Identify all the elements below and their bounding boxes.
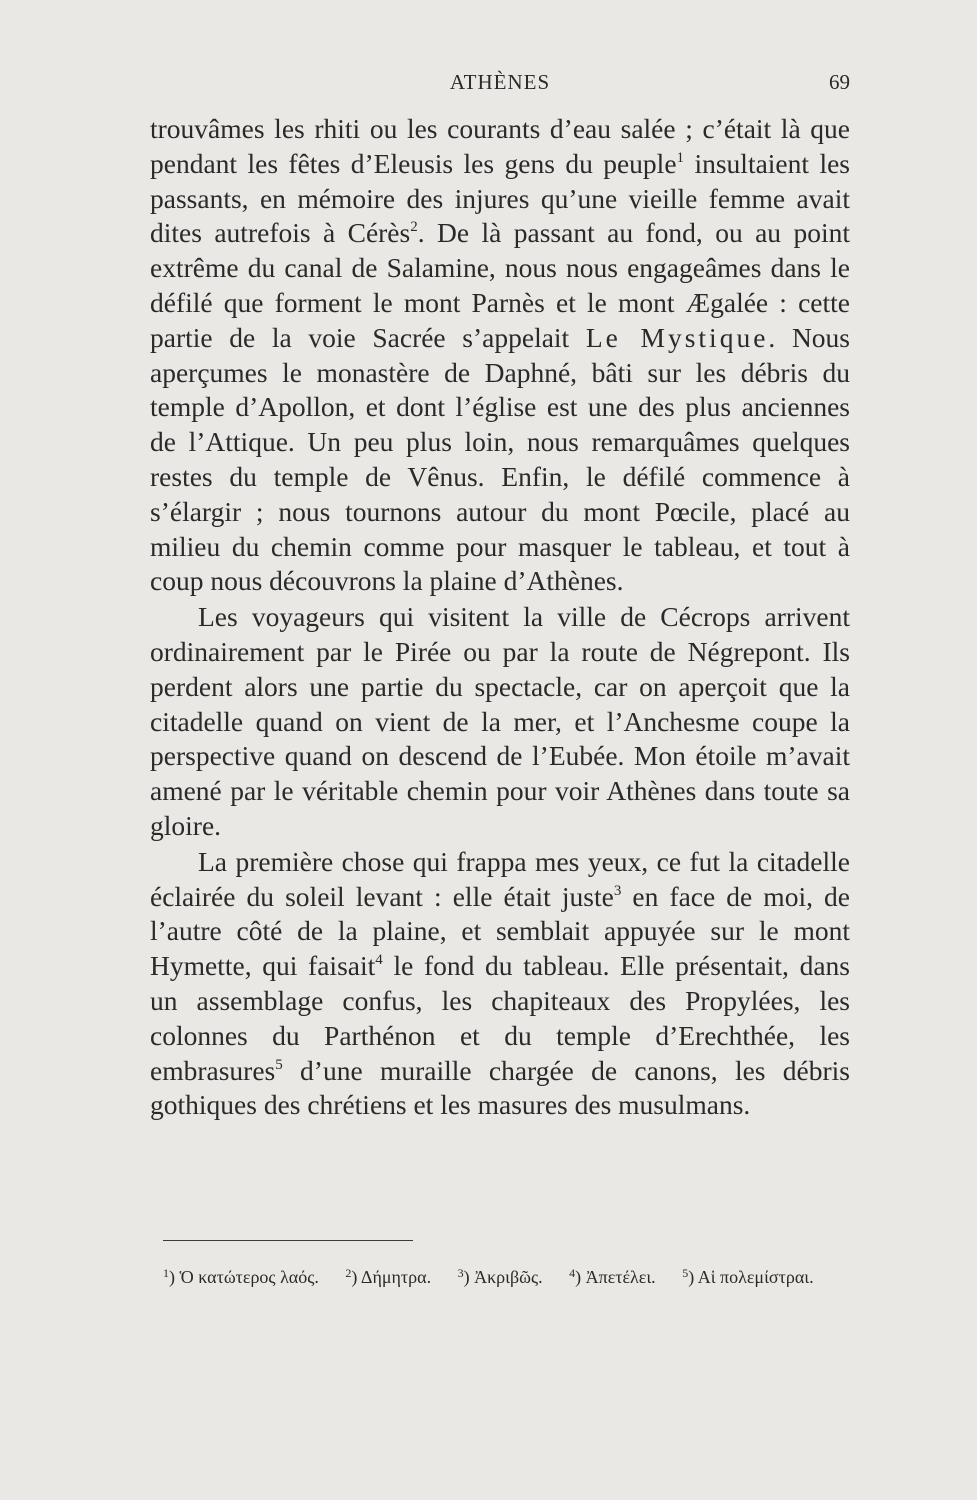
footnote-ref-5: 5 — [275, 1056, 283, 1073]
footnote-2: $^2$) Δήμητρα. — [345, 1266, 432, 1287]
paragraph-3-text-b: en face de moi, de l’autre côté de la plaine, et semblait appuyée sur le mont Hymette, qui faisait — [150, 880, 850, 982]
paragraph-3-text-a: La première chose qui frappa mes yeux, ce fut la citadelle éclairée du soleil levant : elle était juste — [150, 845, 850, 912]
body-text — [150, 112, 850, 1123]
footnote-1-number: 1 — [163, 1266, 169, 1280]
footnote-4-text: Ἀπετέλει. — [585, 1267, 656, 1287]
footnote-5-number: 5 — [682, 1266, 689, 1280]
footnotes — [163, 1262, 853, 1292]
footnote-3-text: Ἀκριβῶς. — [474, 1267, 543, 1287]
footnote-5-text: Αἱ πολεμίστραι. — [697, 1267, 814, 1287]
footnote-ref-2: 2 — [410, 219, 418, 236]
spaced-term: Le Mystique — [585, 321, 769, 353]
paragraph-1 — [150, 112, 850, 599]
footnote-4: $^4$) Ἀπετέλει. — [569, 1266, 656, 1287]
footnote-3-number: 3 — [457, 1266, 464, 1280]
paragraph-3 — [150, 845, 850, 1123]
footnote-1: $^1$) Ὁ κατώτερος λαός. — [163, 1266, 319, 1287]
running-head-title: ATHÈNES — [449, 70, 551, 94]
running-head — [150, 70, 850, 100]
page-number: 69 — [829, 70, 850, 94]
footnote-divider — [163, 1240, 413, 1241]
footnote-2-number: 2 — [345, 1266, 352, 1280]
paragraph-3-text-c: le fond du tableau. Elle présentait, dans un assemblage confus, les chapiteaux des Propylées, les colonnes du Parthénon et du temple d’Erechthée, les embrasures — [150, 950, 850, 1086]
footnote-4-number: 4 — [569, 1266, 576, 1280]
footnote-3: $^3$) Ἀκριβῶς. — [457, 1266, 543, 1287]
footnote-ref-4: 4 — [375, 952, 383, 969]
paragraph-1-text-c: . De là passant au fond, ou au point extrême du canal de Salamine, nous nous engageâmes dans le défilé que forment le mont Parnès et le mont Ægalée : cette partie de la voie Sacrée s’appelait — [150, 217, 851, 353]
paragraph-1-text-d: . Nous aperçumes le monastère de Daphné, bâti sur les débris du temple d’Apollon, et dont l’église est une des plus anciennes de l’Attique. Un peu plus loin, nous remarquâmes quelques restes du temple de Vênus. Enfin, le défilé commence à s’élargir ; nous tournons autour du mont Pœcile, placé au milieu du chemin comme pour masquer le tableau, et tout à coup nous découvrons la plaine d’Athènes. — [150, 321, 851, 597]
footnote-ref-1: 1 — [676, 149, 685, 166]
paragraph-3-text-d: d’une muraille chargée de canons, les débris gothiques des chrétiens et les masures des musulmans. — [150, 1054, 850, 1121]
paragraph-2: Les voyageurs qui visitent la ville de Cécrops arrivent ordinairement par le Pirée ou par la route de Négrepont. Ils perdent alors une partie du spectacle, car on aperçoit que la citadelle quand on vient de la mer, et l’Anchesme coupe la perspective quand on descend de l’Eubée. Mon étoile m’avait amené par le véritable chemin pour voir Athènes dans toute sa gloire. — [150, 601, 850, 841]
paragraph-1-text-a: trouvâmes les rhiti ou les courants d’eau salée ; c’était là que pendant les fêtes d’Eleusis les gens du peuple — [150, 113, 850, 179]
footnote-1-text: Ὁ κατώτερος λαός. — [179, 1267, 319, 1287]
footnote-5: $^5$) Αἱ πολεμίστραι. — [682, 1266, 814, 1287]
paragraph-1-text-b: insultaient les passants, en mémoire des injures qu’une vieille femme avait dites autrefois à Cérès — [150, 147, 850, 249]
footnote-ref-3: 3 — [613, 882, 622, 899]
footnote-2-text: Δήμητρα. — [360, 1267, 432, 1287]
